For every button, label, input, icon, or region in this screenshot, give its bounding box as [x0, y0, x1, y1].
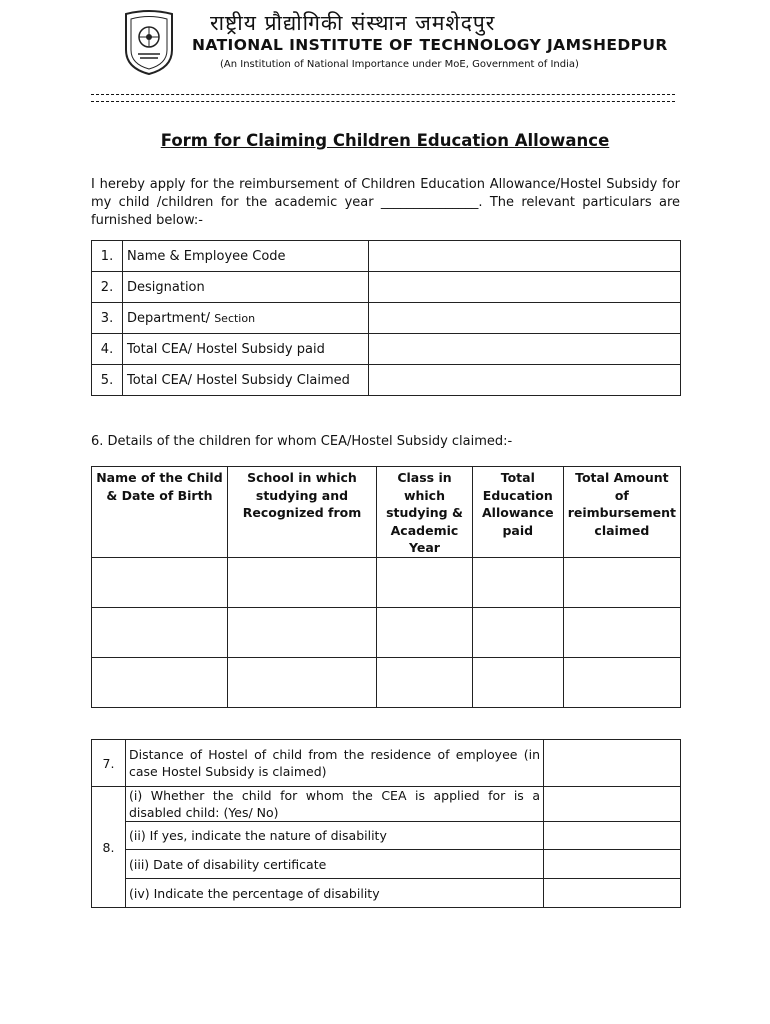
institute-logo	[120, 10, 178, 76]
table-cell[interactable]	[377, 658, 473, 708]
form-title: Form for Claiming Children Education Allowance	[160, 131, 610, 150]
row-label: Designation	[123, 272, 369, 303]
row-number: 1.	[92, 241, 123, 272]
row-label	[123, 303, 369, 334]
table-cell[interactable]	[92, 558, 228, 608]
disability-nature-field[interactable]	[544, 822, 681, 850]
row-label: (ii) If yes, indicate the nature of disability	[126, 822, 544, 850]
table-header-row	[92, 467, 681, 558]
column-header: Total Education Allowance paid	[472, 467, 563, 558]
table-row	[92, 740, 681, 787]
column-header: School in which studying and Recognized from	[227, 467, 376, 558]
table-cell[interactable]	[377, 608, 473, 658]
table-cell[interactable]	[563, 608, 680, 658]
table-row	[92, 608, 681, 658]
table-cell[interactable]	[563, 658, 680, 708]
table-row	[92, 558, 681, 608]
table-cell[interactable]	[472, 608, 563, 658]
department-field[interactable]	[369, 303, 681, 334]
row-number: 8.	[92, 787, 126, 908]
table-cell[interactable]	[227, 558, 376, 608]
table-cell[interactable]	[92, 658, 228, 708]
row-number: 2.	[92, 272, 123, 303]
row-label: Total CEA/ Hostel Subsidy Claimed	[123, 365, 369, 396]
table-cell[interactable]	[563, 558, 680, 608]
children-table	[91, 466, 681, 708]
row-label: (iv) Indicate the percentage of disability	[126, 879, 544, 908]
department-label: Department/	[127, 310, 215, 326]
table-row	[92, 822, 681, 850]
row-label: Total CEA/ Hostel Subsidy paid	[123, 334, 369, 365]
section-label: Section	[214, 311, 256, 325]
children-section-heading: 6. Details of the children for whom CEA/Hostel Subsidy claimed:-	[91, 434, 513, 449]
form-title-wrapper	[0, 131, 770, 150]
row-number: 7.	[92, 740, 126, 787]
table-row	[92, 850, 681, 879]
institute-english-name: NATIONAL INSTITUTE OF TECHNOLOGY JAMSHEDPUR	[192, 36, 668, 54]
name-employee-code-field[interactable]	[369, 241, 681, 272]
header-divider	[91, 94, 675, 102]
disability-percentage-field[interactable]	[544, 879, 681, 908]
disabled-child-field[interactable]	[544, 787, 681, 822]
institute-hindi-name: राष्ट्रीय प्रौद्योगिकी संस्थान जमशेदपुर	[210, 11, 496, 35]
table-cell[interactable]	[227, 608, 376, 658]
table-cell[interactable]	[227, 658, 376, 708]
table-row	[92, 334, 681, 365]
hostel-distance-field[interactable]	[544, 740, 681, 787]
table-row	[92, 241, 681, 272]
table-row	[92, 787, 681, 822]
column-header: Class in which studying & Academic Year	[377, 467, 473, 558]
row-label: Distance of Hostel of child from the residence of employee (in case Hostel Subsidy is claimed)	[126, 740, 544, 787]
institute-subtitle: (An Institution of National Importance under MoE, Government of India)	[220, 59, 579, 70]
certificate-date-field[interactable]	[544, 850, 681, 879]
table-cell[interactable]	[472, 658, 563, 708]
particulars-table	[91, 240, 681, 396]
total-claimed-field[interactable]	[369, 365, 681, 396]
row-label: (iii) Date of disability certificate	[126, 850, 544, 879]
column-header: Total Amount of reimbursement claimed	[563, 467, 680, 558]
total-paid-field[interactable]	[369, 334, 681, 365]
designation-field[interactable]	[369, 272, 681, 303]
row-label: Name & Employee Code	[123, 241, 369, 272]
table-row	[92, 658, 681, 708]
row-number: 5.	[92, 365, 123, 396]
table-cell[interactable]	[377, 558, 473, 608]
column-header: Name of the Child & Date of Birth	[92, 467, 228, 558]
row-label: (i) Whether the child for whom the CEA is applied for is a disabled child: (Yes/ No)	[126, 787, 544, 822]
table-row	[92, 272, 681, 303]
row-number: 4.	[92, 334, 123, 365]
intro-paragraph: I hereby apply for the reimbursement of Children Education Allowance/Hostel Subsidy for my child /children for the academic year _______________. The relevant particulars are furnished below:-	[91, 177, 680, 228]
table-cell[interactable]	[92, 608, 228, 658]
table-row	[92, 879, 681, 908]
table-row	[92, 365, 681, 396]
row-number: 3.	[92, 303, 123, 334]
table-row	[92, 303, 681, 334]
hostel-disability-table	[91, 739, 681, 908]
table-cell[interactable]	[472, 558, 563, 608]
